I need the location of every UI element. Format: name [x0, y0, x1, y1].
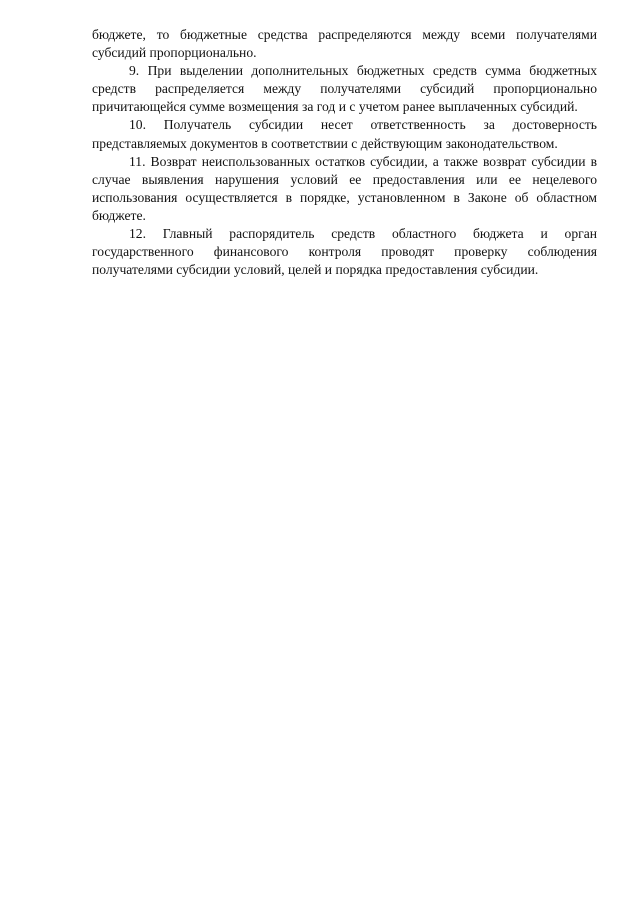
paragraph-continuation: бюджете, то бюджетные средства распределяются между всеми получателями субсидий пропорционально.: [92, 27, 597, 61]
document-page: [92, 26, 597, 279]
paragraph-11: 11. Возврат неиспользованных остатков субсидии, а также возврат субсидии в случае выявления нарушения условий ее предоставления или ее нецелевого использования осуществляется в порядке, установленном в Законе об областном бюджете.: [92, 153, 597, 223]
paragraph-10: 10. Получатель субсидии несет ответственность за достоверность представляемых документов в соответствии с действующим законодательством.: [92, 117, 597, 151]
paragraph-12: 12. Главный распорядитель средств областного бюджета и орган государственного финансового контроля проводят проверку соблюдения получателями субсидии условий, целей и порядка предоставления субсидии.: [92, 226, 597, 278]
paragraph-9: 9. При выделении дополнительных бюджетных средств сумма бюджетных средств распределяется между получателями субсидий пропорционально причитающейся сумме возмещения за год и с учетом ранее выплаченных субсидий.: [92, 63, 597, 115]
